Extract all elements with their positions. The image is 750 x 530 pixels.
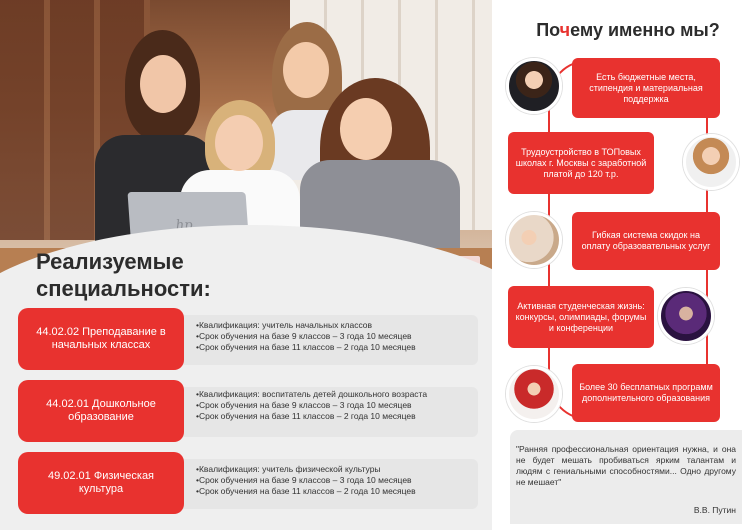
specialty-details: •Квалификация: учитель физической культуры •Срок обучения на базе 9 классов – 3 года 10 месяцев •Срок обучения на базе 11 классов – 2 года 10 месяцев — [196, 464, 416, 496]
stage-photo-circle — [658, 288, 714, 344]
specialty-code: 49.02.01 Физическая культура — [18, 452, 184, 514]
benefit-item: Активная студенческая жизнь: конкурсы, олимпиады, форумы и конференции — [508, 286, 654, 348]
why-us-heading: Почему именно мы? — [536, 20, 720, 40]
benefit-item: Гибкая система скидок на оплату образовательных услуг — [572, 212, 720, 270]
classroom-photo-circle — [506, 212, 562, 268]
quote-author: В.В. Путин — [693, 505, 736, 515]
benefit-item: Более 30 бесплатных программ дополнительного образования — [572, 364, 720, 422]
quote-text: "Ранняя профессиональная ориентация нужна, и она не будет мешать пробиваться ярким талантам и людям с гениальными способностями... Одно другому не мешает" — [516, 444, 736, 487]
specialty-details: •Квалификация: воспитатель детей дошкольного возраста •Срок обучения на базе 9 классов – 3 года 10 месяцев •Срок обучения на базе 11 классов – 2 года 10 месяцев — [196, 389, 428, 421]
specialty-row — [18, 380, 480, 442]
teacher-photo-circle — [683, 134, 739, 190]
specialty-row — [18, 308, 480, 370]
specialty-row — [18, 452, 480, 514]
benefit-item: Трудоустройство в ТОПовых школах г. Москвы с заработной платой до 120 т.р. — [508, 132, 654, 194]
specialty-code: 44.02.01 Дошкольное образование — [18, 380, 184, 442]
specialties-heading: Реализуемые специальности: — [36, 249, 211, 301]
benefit-item: Есть бюджетные места, стипендия и материальная поддержка — [572, 58, 720, 118]
student-photo-circle — [506, 58, 562, 114]
group-photo-circle — [506, 366, 562, 422]
specialty-code: 44.02.02 Преподавание в начальных классах — [18, 308, 184, 370]
specialty-details: •Квалификация: учитель начальных классов •Срок обучения на базе 9 классов – 3 года 10 месяцев •Срок обучения на базе 11 классов – 2 года 10 месяцев — [196, 320, 416, 352]
